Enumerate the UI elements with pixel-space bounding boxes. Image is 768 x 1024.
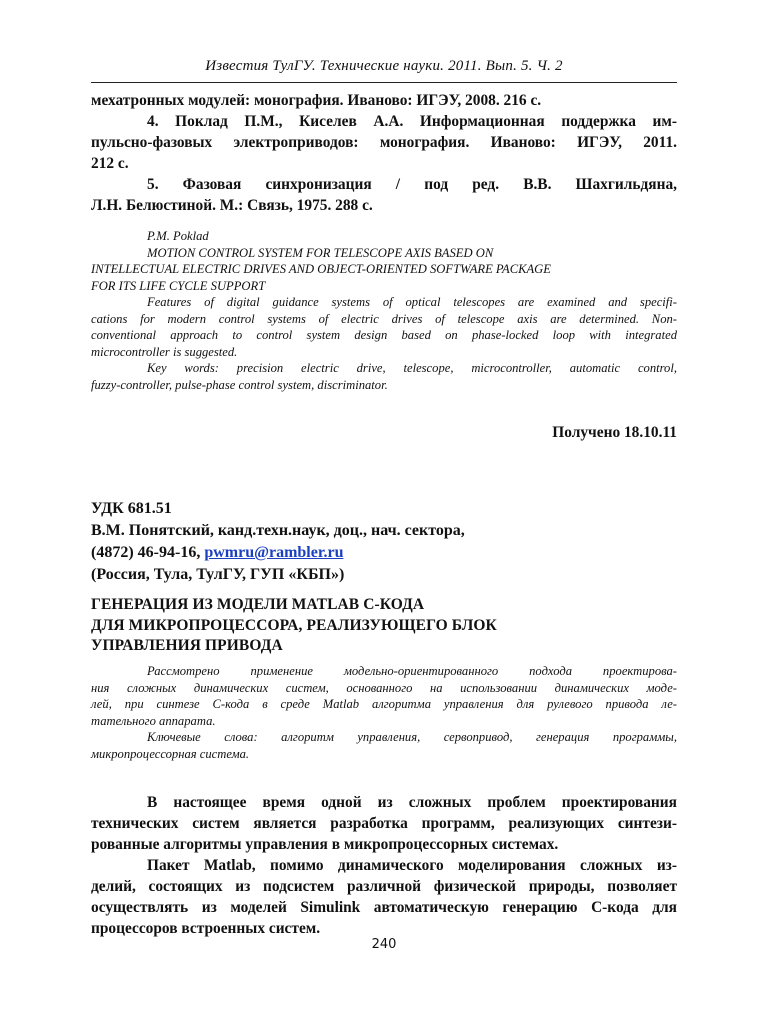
english-keywords-line: fuzzy-controller, pulse-phase control system, discriminator.	[91, 377, 388, 392]
page-number: 240	[371, 937, 397, 952]
email-link[interactable]: pwmru@rambler.ru	[204, 544, 344, 561]
abstract-line: тательного аппарата.	[91, 713, 216, 728]
abstract-line: ния сложных динамических систем, основанного на использовании динамических моде-	[91, 680, 677, 695]
english-title-line: INTELLECTUAL ELECTRIC DRIVES AND OBJECT-ORIENTED SOFTWARE PACKAGE	[91, 262, 551, 276]
reference-line: 4. Поклад П.М., Киселев А.А. Информационная поддержка им-	[147, 113, 677, 130]
english-abstract-line: cations for modern control systems of electric drives of telescope axis are determined. Non-	[91, 311, 677, 326]
abstract-line: лей, при синтезе С-кода в среде Matlab алгоритма управления для рулевого привода ле-	[91, 697, 677, 711]
reference-line: 212 с.	[91, 155, 129, 172]
keywords-line: микропроцессорная система.	[91, 746, 250, 761]
body-line: Пакет Matlab, помимо динамического моделирования сложных из-	[147, 857, 677, 874]
udc-code: УДК 681.51	[91, 500, 172, 517]
article-title-line: ДЛЯ МИКРОПРОЦЕССОРА, РЕАЛИЗУЮЩЕГО БЛОК	[91, 616, 497, 634]
body-line: процессоров встроенных систем.	[91, 920, 321, 937]
body-line: рованные алгоритмы управления в микропроцессорных системах.	[91, 836, 559, 853]
body-line: делий, состоящих из подсистем различной физической природы, позволяет	[91, 878, 677, 895]
english-abstract-line: conventional approach to control system design based on phase-locked loop with integrated	[91, 328, 677, 342]
english-keywords-line: Key words: precision electric drive, telescope, microcontroller, automatic control,	[147, 361, 677, 375]
header-rule	[91, 82, 677, 83]
english-abstract-line: Features of digital guidance systems of optical telescopes are examined and specifi-	[147, 295, 677, 309]
reference-line: 5. Фазовая синхронизация / под ред. В.В. Шахгильдяна,	[147, 176, 677, 193]
english-abstract-line: microcontroller is suggested.	[91, 344, 238, 359]
reference-line: мехатронных модулей: монография. Иваново: ИГЭУ, 2008. 216 с.	[91, 92, 542, 109]
reference-line: пульсно-фазовых электроприводов: монография. Иваново: ИГЭУ, 2011.	[91, 134, 677, 151]
body-line: технических систем является разработка программ, реализующих синтези-	[91, 815, 677, 832]
russian-abstract	[91, 663, 677, 762]
article-title	[91, 595, 677, 657]
english-title-line: MOTION CONTROL SYSTEM FOR TELESCOPE AXIS BASED ON	[147, 245, 494, 260]
body-text	[91, 792, 677, 939]
english-abstract	[91, 228, 677, 393]
contact-line	[91, 542, 677, 564]
keywords-line: Ключевые слова: алгоритм управления, сервопривод, генерация программы,	[147, 730, 677, 744]
phone: (4872) 46-94-16,	[91, 544, 205, 561]
article-meta	[91, 498, 677, 586]
reference-list	[91, 90, 677, 216]
affiliation: (Россия, Тула, ТулГУ, ГУП «КБП»)	[91, 566, 345, 583]
english-title-line: FOR ITS LIFE CYCLE SUPPORT	[91, 278, 266, 293]
body-line: В настоящее время одной из сложных проблем проектирования	[147, 794, 677, 811]
english-author: P.M. Poklad	[147, 229, 209, 243]
author-line: В.М. Понятский, канд.техн.наук, доц., нач. сектора,	[91, 522, 465, 539]
received-date: Получено 18.10.11	[552, 424, 677, 441]
running-header: Известия ТулГУ. Технические науки. 2011. Вып. 5. Ч. 2	[205, 58, 563, 74]
body-line: осуществлять из моделей Simulink автоматическую генерацию С-кода для	[91, 899, 677, 916]
article-title-line: ГЕНЕРАЦИЯ ИЗ МОДЕЛИ MATLAB С-КОДА	[91, 596, 425, 613]
reference-line: Л.Н. Белюстиной. М.: Связь, 1975. 288 с.	[91, 197, 373, 214]
article-title-line: УПРАВЛЕНИЯ ПРИВОДА	[91, 637, 283, 654]
abstract-line: Рассмотрено применение модельно-ориентированного подхода проектирова-	[147, 664, 677, 678]
